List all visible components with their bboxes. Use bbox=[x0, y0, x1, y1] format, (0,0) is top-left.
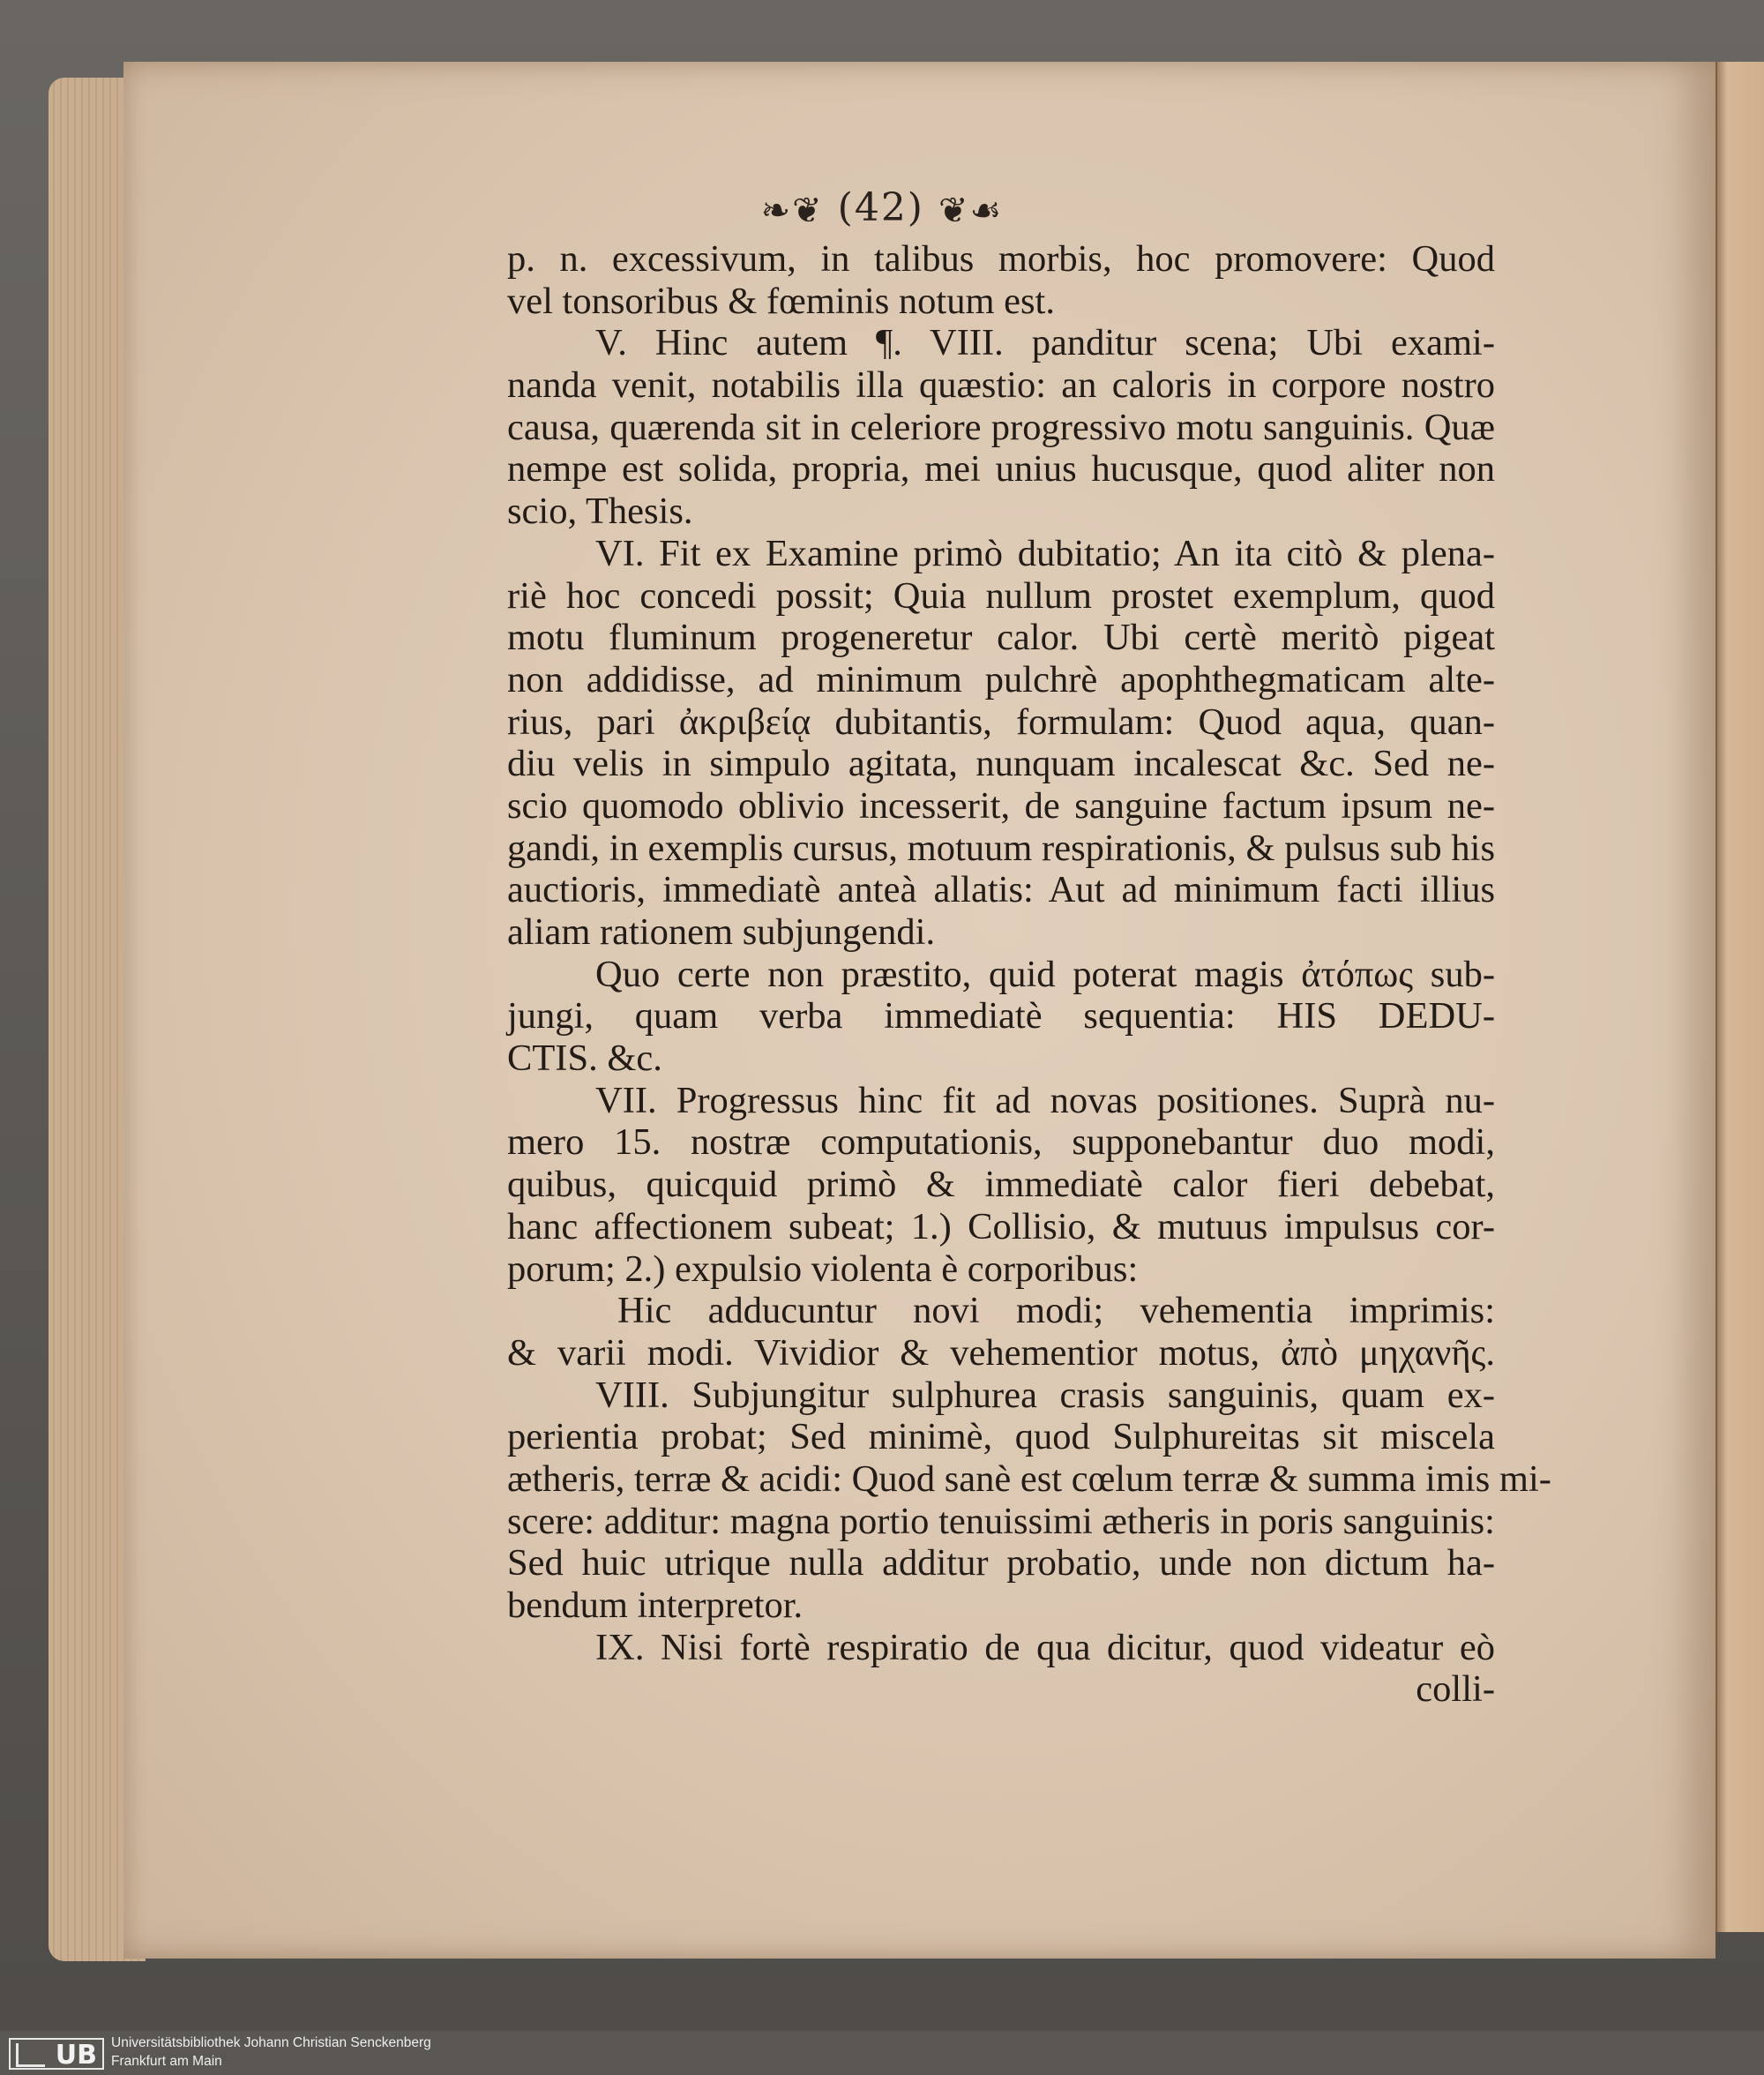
library-footer-bar bbox=[0, 2031, 1764, 2075]
text-line: CTIS. &c. bbox=[507, 1038, 662, 1080]
text-line: p. n. excessivum, in talibus morbis, hoc promovere: Quod bbox=[507, 238, 1495, 280]
text-line: non addidisse, ad minimum pulchrè apophthegmaticam alte- bbox=[507, 658, 1495, 700]
paragraph-hic-start: Hic adducuntur novi modi; vehementia imprimis: bbox=[617, 1290, 1495, 1332]
text-line: mero 15. nostræ computationis, supponebantur duo modi, bbox=[507, 1121, 1495, 1164]
ub-logo-text: UB bbox=[55, 2040, 97, 2071]
paragraph-v-start: V. Hinc autem ¶. VIII. panditur scena; Ubi exami- bbox=[595, 322, 1495, 364]
paragraph-ix-start: IX. Nisi fortè respiratio de qua dicitur, quod videatur eò bbox=[595, 1626, 1495, 1668]
institution-credit bbox=[111, 2034, 431, 2071]
text-line: scio, Thesis. bbox=[507, 491, 693, 533]
ornament-left-icon: ❧❦ bbox=[760, 190, 824, 231]
text-line: & varii modi. Vividior & vehementior motus, ἀπὸ μηχανῆς. bbox=[507, 1331, 1495, 1374]
page-number: (42) bbox=[837, 185, 924, 230]
text-line: nempe est solida, propria, mei unius hucusque, quod aliter non bbox=[507, 448, 1495, 491]
text-line: quibus, quicquid primò & immediatè calor fieri debebat, bbox=[507, 1164, 1495, 1206]
paragraph-vii-start: VII. Progressus hinc fit ad novas positiones. Suprà nu- bbox=[595, 1079, 1495, 1121]
paragraph-viii-start: VIII. Subjungitur sulphurea crasis sanguinis, quam ex- bbox=[595, 1374, 1495, 1416]
text-line: auctioris, immediatè anteà allatis: Aut ad minimum facti illius bbox=[507, 869, 1495, 911]
body-text bbox=[507, 238, 1551, 1711]
ornament-right-icon: ❦☙ bbox=[938, 190, 1004, 231]
catchword: colli- bbox=[1416, 1668, 1495, 1711]
text-line: ætheris, terræ & acidi: Quod sanè est cœlum terræ & summa imis mi- bbox=[507, 1457, 1551, 1500]
text-line: perientia probat; Sed minimè, quod Sulphureitas sit miscela bbox=[507, 1416, 1495, 1458]
text-line: bendum interpretor. bbox=[507, 1584, 804, 1626]
text-line: aliam rationem subjungendi. bbox=[507, 911, 936, 953]
text-line: diu velis in simpulo agitata, nunquam incalescat &c. Sed ne- bbox=[507, 743, 1495, 785]
text-line: porum; 2.) expulsio violenta è corporibus: bbox=[507, 1247, 1139, 1290]
ub-logo bbox=[9, 2038, 104, 2070]
text-line: jungi, quam verba immediatè sequentia: HIS DEDU- bbox=[507, 995, 1495, 1038]
text-line: rius, pari ἀκριβείᾳ dubitantis, formulam: Quod aqua, quan- bbox=[507, 700, 1495, 743]
text-line: scio quomodo oblivio incesserit, de sanguine factum ipsum ne- bbox=[507, 784, 1495, 827]
page-header bbox=[0, 185, 1764, 231]
text-line: scere: additur: magna portio tenuissimi ætheris in poris sanguinis: bbox=[507, 1500, 1495, 1542]
paragraph-quo-start: Quo certe non præstito, quid poterat magis ἀτόπως sub- bbox=[595, 953, 1495, 995]
institution-city: Frankfurt am Main bbox=[111, 2054, 222, 2069]
text-line: motu fluminum progeneretur calor. Ubi certè meritò pigeat bbox=[507, 617, 1495, 659]
ub-logo-mark-icon bbox=[16, 2043, 45, 2067]
paragraph-vi-start: VI. Fit ex Examine primò dubitatio; An ita citò & plena- bbox=[595, 532, 1495, 574]
text-line: gandi, in exemplis cursus, motuum respirationis, & pulsus sub his bbox=[507, 827, 1495, 869]
institution-name: Universitätsbibliothek Johann Christian Senckenberg bbox=[111, 2035, 431, 2050]
text-line: vel tonsoribus & fœminis notum est. bbox=[507, 280, 1055, 322]
text-line: riè hoc concedi possit; Quia nullum prostet exemplum, quod bbox=[507, 574, 1495, 617]
text-line: causa, quærenda sit in celeriore progressivo motu sanguinis. Quæ bbox=[507, 406, 1495, 448]
text-line: Sed huic utrique nulla additur probatio, unde non dictum ha- bbox=[507, 1542, 1495, 1584]
facing-page-edge bbox=[1715, 62, 1764, 1932]
text-line: hanc affectionem subeat; 1.) Collisio, & mutuus impulsus cor- bbox=[507, 1205, 1495, 1247]
text-line: nanda venit, notabilis illa quæstio: an caloris in corpore nostro bbox=[507, 364, 1495, 407]
